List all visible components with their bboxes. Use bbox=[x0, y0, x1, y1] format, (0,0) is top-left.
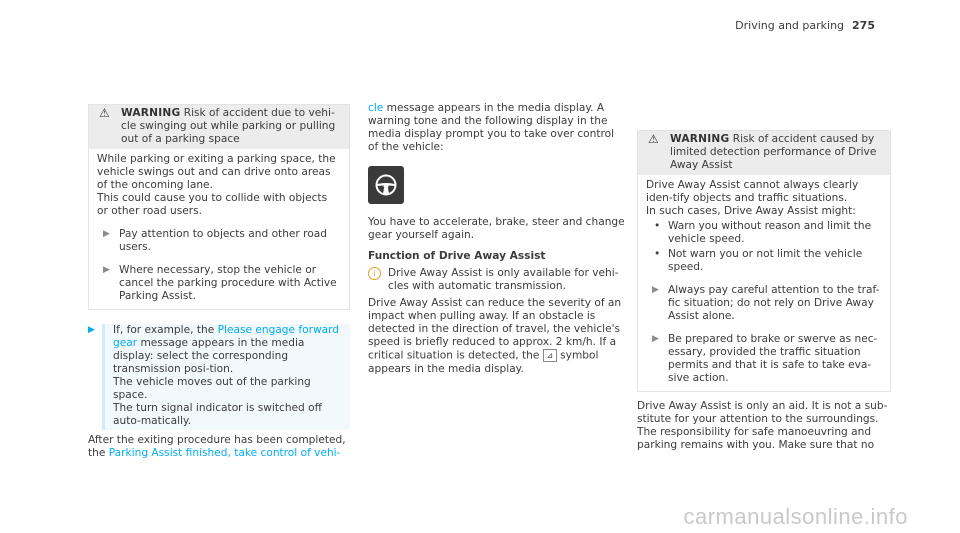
warning-paragraph: This could cause you to collide with objects or other road users. bbox=[97, 192, 328, 217]
procedure-block: If, for example, the Please engage forward gear message appears in the media display: select the corresponding transmission posi-tion. The vehicle moves out of the parking space. The turn signal indicator is switched off auto-matically. bbox=[102, 324, 350, 430]
warning-header bbox=[89, 105, 349, 149]
collision-warning-icon: ⊿ bbox=[543, 349, 557, 362]
warning-box-detection bbox=[637, 130, 891, 392]
arrow-right-icon: ▶ bbox=[652, 334, 659, 344]
action-step: ▶ Pay attention to objects and other road users. bbox=[103, 228, 327, 253]
paragraph: Drive Away Assist is only an aid. It is not a sub-stitute for your attention to the surroundings. The responsibility for safe manoeuvring and parking remains with you. Make sure that no bbox=[637, 400, 888, 451]
warning-body: Drive Away Assist cannot always clearly iden-tify objects and traffic situations. In such cases, Drive Away Assist might: • Warn you without reason and limit the vehicle speed. • Not warn you or not limit the vehicle speed. ▶ Always pay careful attention to the traf-fic situation; do not rely on Drive Away Assist alone. ▶ Be prepared to brake or swerve as nec-essary, provided the traffic situation permits and that it is safe to take eva-sive action. bbox=[638, 175, 890, 391]
column-3 bbox=[637, 130, 891, 452]
procedure-step bbox=[88, 324, 350, 430]
warning-paragraph: While parking or exiting a parking space, the vehicle swings out and can drive onto areas of the oncoming lane. bbox=[97, 153, 336, 191]
warning-triangle-icon: ⚠ bbox=[99, 106, 110, 120]
paragraph: Drive Away Assist can reduce the severity of an impact when pulling away. If an obstacle is detected in the direction of travel, the vehicle's speed is briefly reduced to approx. 2 km/h. If a critical situation is detected, the ⊿ symbol appears in the media display. bbox=[368, 297, 622, 375]
arrow-right-icon: ▶ bbox=[88, 325, 95, 335]
warning-title: Risk of accident caused by limited detection performance of Drive Away Assist bbox=[670, 133, 877, 171]
continued-paragraph: cle message appears in the media display. A warning tone and the following display in the media display prompt you to take over control of the vehicle: bbox=[368, 102, 615, 153]
arrow-right-icon: ▶ bbox=[103, 265, 110, 275]
watermark: carmanualsonline.info bbox=[683, 504, 908, 529]
action-step: ▶ Where necessary, stop the vehicle or cancel the parking procedure with Active Parking Assist. bbox=[103, 264, 337, 302]
bullet-icon: • bbox=[654, 248, 661, 260]
arrow-right-icon: ▶ bbox=[652, 285, 659, 295]
column-2 bbox=[368, 102, 626, 376]
info-icon: i bbox=[368, 267, 381, 280]
bullet-icon: • bbox=[654, 220, 661, 232]
page-header bbox=[735, 19, 875, 33]
warning-label: WARNING bbox=[670, 133, 730, 145]
action-step: ▶ Always pay careful attention to the traf-fic situation; do not rely on Drive Away Assist alone. bbox=[652, 284, 880, 322]
list-item: • Warn you without reason and limit the vehicle speed. bbox=[654, 220, 872, 245]
section-heading: Function of Drive Away Assist bbox=[368, 250, 546, 262]
list-item: • Not warn you or not limit the vehicle speed. bbox=[654, 248, 863, 273]
column-1 bbox=[88, 104, 350, 460]
warning-box-swing-out bbox=[88, 104, 350, 310]
warning-triangle-icon: ⚠ bbox=[648, 132, 659, 146]
display-message: Please engage forward gear bbox=[113, 324, 340, 349]
after-paragraph: After the exiting procedure has been completed, the Parking Assist finished, take control of vehi- bbox=[88, 434, 346, 459]
warning-title: Risk of accident due to vehi-cle swinging out while parking or pulling out of a parking space bbox=[121, 107, 336, 145]
section-title: Driving and parking bbox=[735, 19, 845, 32]
display-message: Parking Assist finished, take control of vehi- bbox=[108, 447, 341, 459]
warning-body bbox=[89, 149, 349, 309]
paragraph: You have to accelerate, brake, steer and change gear yourself again. bbox=[368, 216, 625, 241]
info-note: i Drive Away Assist is only available for vehi-cles with automatic transmission. bbox=[368, 267, 626, 293]
page-number: 275 bbox=[852, 19, 875, 32]
action-step: ▶ Be prepared to brake or swerve as nec-essary, provided the traffic situation permits and that it is safe to take eva-sive action. bbox=[652, 333, 878, 384]
display-message: cle bbox=[368, 102, 384, 114]
warning-label: WARNING bbox=[121, 107, 181, 119]
arrow-right-icon: ▶ bbox=[103, 229, 110, 239]
warning-header bbox=[638, 131, 890, 175]
steering-wheel-icon bbox=[368, 166, 404, 204]
